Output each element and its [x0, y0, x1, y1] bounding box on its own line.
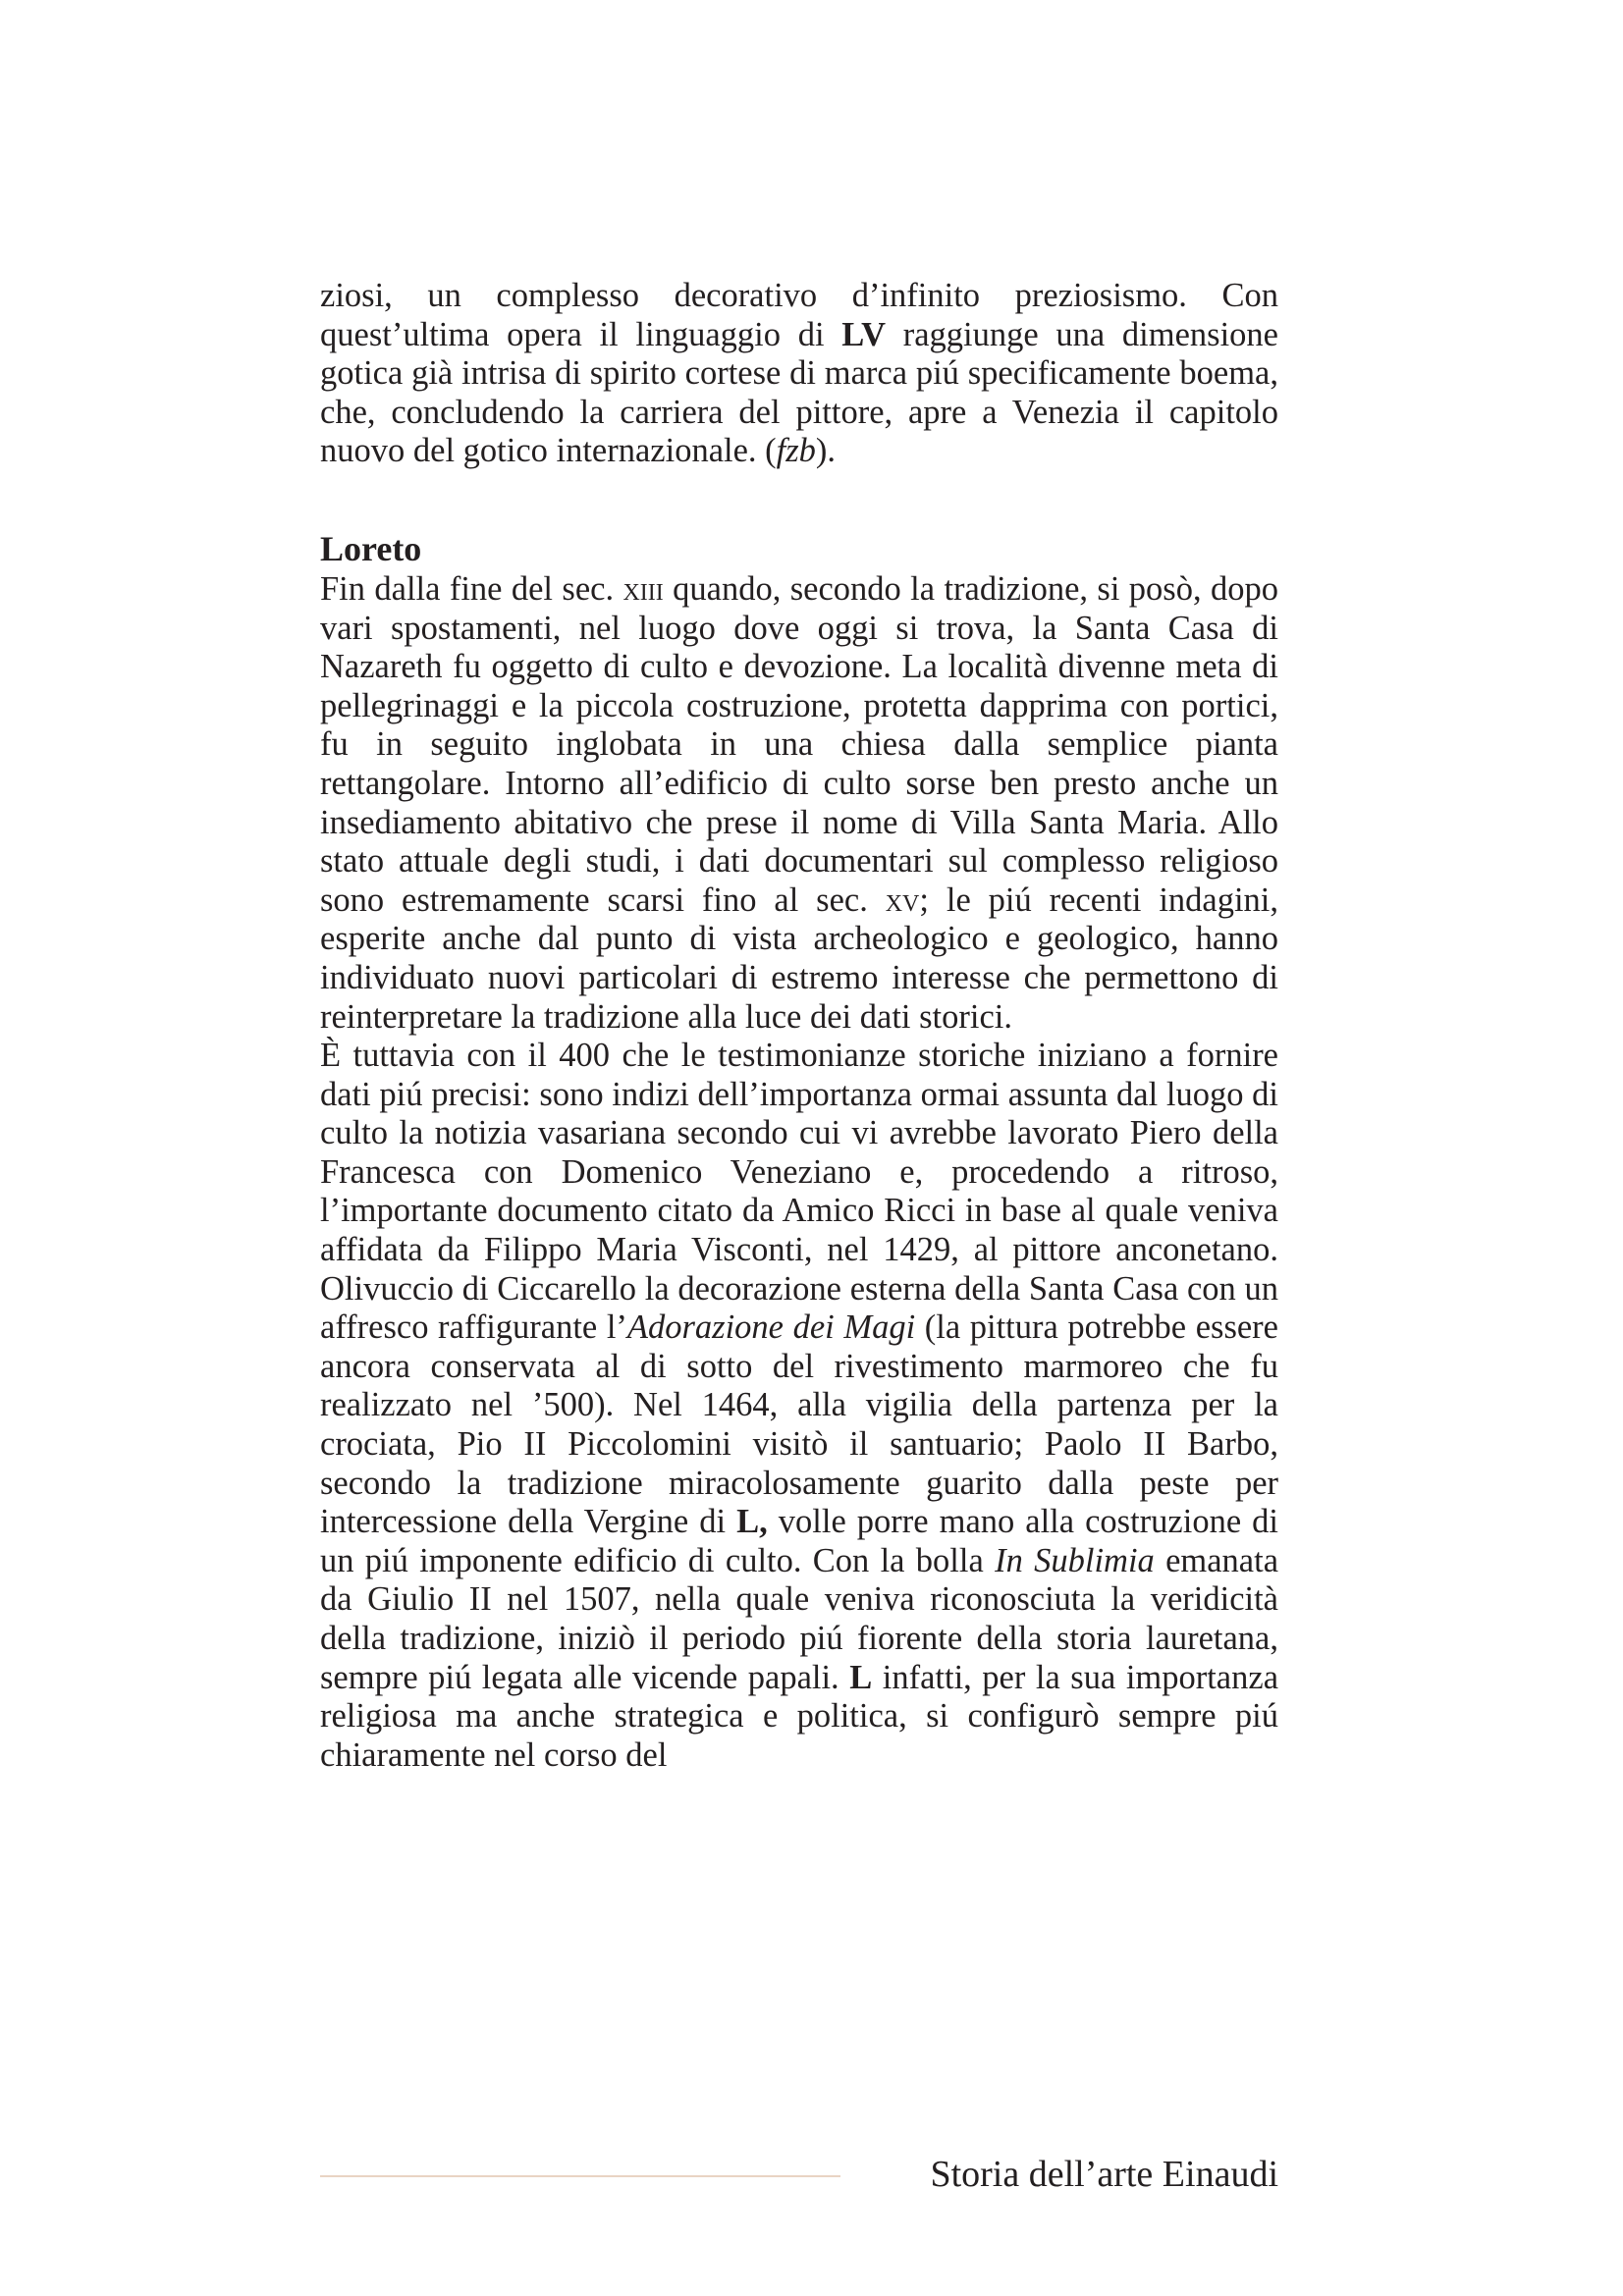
- p1-century-xiii: xiii: [622, 569, 664, 608]
- p1-text-2: quando, secondo la tradizione, si posò, dopo vari spostamenti, nel luogo dove oggi si trova, la Santa Casa di Nazareth fu oggetto di culto e devozione. La località divenne meta di pellegrinaggi e la piccola costruzione, protetta dapprima con portici, fu in seguito inglobata in una chiesa dalla semplice pianta rettangolare. Intorno all’edificio di culto sorse ben presto anche un insediamento abitativo che prese il nome di Villa Santa Maria. Allo stato attuale degli studi, i dati documentari sul complesso religioso sono estremamente scarsi fino al sec.: [320, 569, 1278, 919]
- footer-label: Storia dell’arte Einaudi: [930, 2154, 1278, 2195]
- p2-bold-l-2: L: [849, 1658, 873, 1696]
- page-body: [320, 277, 1278, 1775]
- intro-text-1: ziosi, un complesso decorativo d’infinito preziosismo. Con quest’ultima opera il linguaggio di: [320, 277, 1278, 353]
- intro-text-3: ).: [815, 432, 837, 470]
- section-paragraph-2: [320, 1037, 1278, 1775]
- intro-text-2: raggiunge una dimensione gotica già intrisa di spirito cortese di marca piú specificamente boema, che, concludendo la carriera del pittore, apre a Venezia il capitolo nuovo del gotico internazionale. (: [320, 315, 1278, 470]
- p2-text-4: emanata da Giulio II nel 1507, nella quale veniva riconosciuta la veridicità della tradizione, iniziò il periodo piú fiorente della storia lauretana, sempre piú legata alle vicende papali.: [320, 1541, 1279, 1696]
- intro-bold-lv: LV: [841, 315, 887, 353]
- intro-paragraph: [320, 277, 1278, 471]
- p2-text-1: È tuttavia con il 400 che le testimonianze storiche iniziano a fornire dati piú precisi: sono indizi dell’importanza ormai assunta dal luogo di culto la notizia vasariana secondo cui vi avrebbe lavorato Piero della Francesca con Domenico Veneziano e, procedendo a ritroso, l’importante documento citato da Amico Ricci in base al quale veniva affidata da Filippo Maria Visconti, nel 1429, al pittore anconetano. Olivuccio di Ciccarello la decorazione esterna della Santa Casa con un affresco raffigurante l’: [320, 1037, 1278, 1347]
- footer-rule: [320, 2175, 840, 2177]
- p1-text-3: ; le piú recenti indagini, esperite anche dal punto di vista archeologico e geologico, hanno individuato nuovi particolari di estremo interesse che permettono di reinterpretare la tradizione alla luce dei dati storici.: [320, 881, 1279, 1036]
- p2-bold-l-1: L,: [736, 1503, 768, 1541]
- p2-text-3: volle porre mano alla costruzione di un piú imponente edificio di culto. Con la bolla: [320, 1503, 1278, 1579]
- intro-italic-fzb: fzb: [776, 432, 816, 470]
- p1-text-1: Fin dalla fine del sec.: [320, 569, 623, 608]
- page-footer: [320, 2152, 1278, 2197]
- p2-text-2: (la pittura potrebbe essere ancora conservata al di sotto del rivestimento marmoreo che fu realizzato nel ’500). Nel 1464, alla vigilia della partenza per la crociata, Pio II Piccolomini visitò il santuario; Paolo II Barbo, secondo la tradizione miracolosamente guarito dalla peste per intercessione della Vergine di: [320, 1308, 1278, 1541]
- p2-text-5: infatti, per la sua importanza religiosa ma anche strategica e politica, si configurò sempre piú chiaramente nel corso del: [320, 1658, 1279, 1774]
- p2-italic-in-sublimia: In Sublimia: [995, 1541, 1155, 1579]
- p1-century-xv: xv: [885, 881, 920, 919]
- section-paragraph-1: [320, 570, 1278, 1037]
- section-heading: Loreto: [320, 528, 422, 568]
- p2-italic-adorazione: Adorazione dei Magi: [626, 1308, 916, 1347]
